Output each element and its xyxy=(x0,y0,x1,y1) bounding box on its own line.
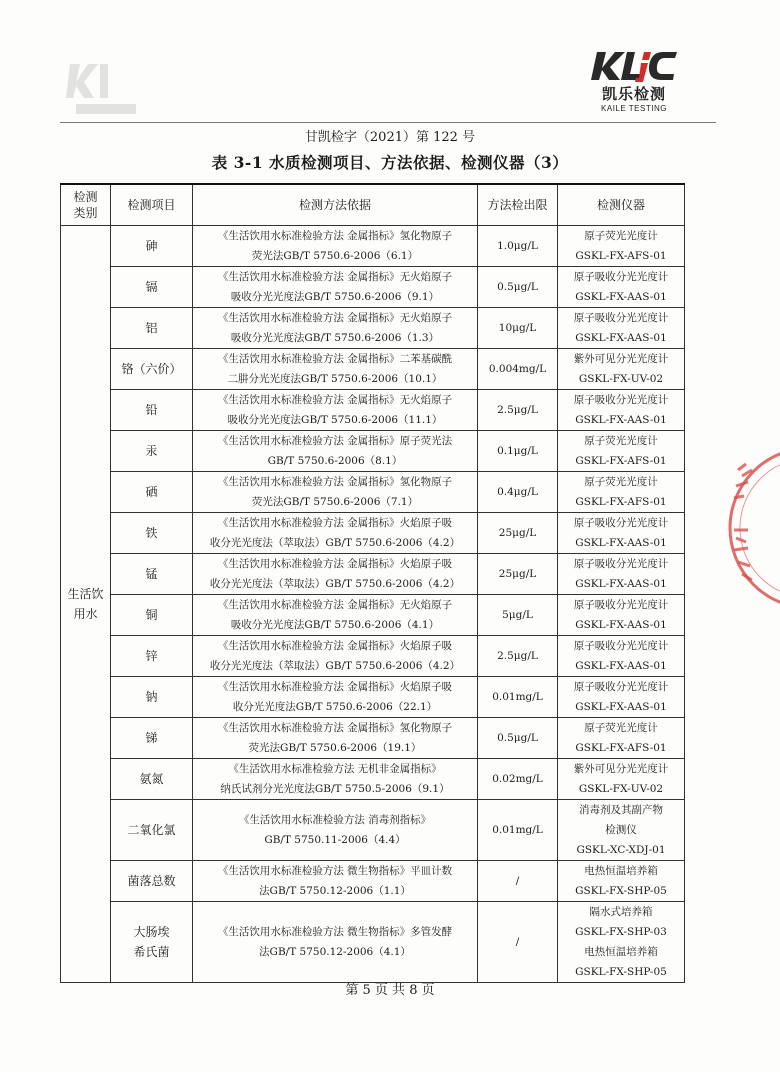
cell-instrument: 紫外可见分光光度计 GSKL-FX-UV-02 xyxy=(558,758,685,799)
cell-item: 菌落总数 xyxy=(111,860,193,901)
cell-method: 《生活饮用水标准检验方法 微生物指标》多管发酵 法GB/T 5750.12-2006（4.1） xyxy=(193,901,478,982)
cell-item: 砷 xyxy=(111,225,193,266)
cell-limit: 0.4μg/L xyxy=(478,471,558,512)
company-logo xyxy=(588,48,680,126)
cell-method: 《生活饮用水标准检验方法 金属指标》火焰原子吸 收分光光度法（萃取法）GB/T 5750.6-2006（4.2） xyxy=(193,553,478,594)
cell-item: 铝 xyxy=(111,307,193,348)
red-seal-stamp xyxy=(718,440,780,610)
table-row xyxy=(61,799,685,860)
cell-instrument: 电热恒温培养箱 GSKL-FX-SHP-05 xyxy=(558,860,685,901)
table-row xyxy=(61,512,685,553)
logo-english-name: KAILE TESTING xyxy=(601,104,667,113)
cell-instrument: 隔水式培养箱 GSKL-FX-SHP-03 电热恒温培养箱 GSKL-FX-SHP-05 xyxy=(558,901,685,982)
cell-item: 锰 xyxy=(111,553,193,594)
cell-method: 《生活饮用水标准检验方法 金属指标》无火焰原子 吸收分光光度法GB/T 5750.6-2006（11.1） xyxy=(193,389,478,430)
cell-limit: 0.004mg/L xyxy=(478,348,558,389)
cell-instrument: 原子荧光光度计 GSKL-FX-AFS-01 xyxy=(558,225,685,266)
cell-instrument: 原子吸收分光光度计 GSKL-FX-AAS-01 xyxy=(558,512,685,553)
cell-instrument: 原子吸收分光光度计 GSKL-FX-AAS-01 xyxy=(558,266,685,307)
cell-limit: 25μg/L xyxy=(478,553,558,594)
table-body xyxy=(61,225,685,982)
header-limit: 方法检出限 xyxy=(478,184,558,225)
cell-limit: 0.5μg/L xyxy=(478,717,558,758)
cell-instrument: 原子吸收分光光度计 GSKL-FX-AAS-01 xyxy=(558,676,685,717)
cell-item: 大肠埃 希氏菌 xyxy=(111,901,193,982)
cell-instrument: 原子吸收分光光度计 GSKL-FX-AAS-01 xyxy=(558,553,685,594)
table-row xyxy=(61,430,685,471)
cell-item: 钠 xyxy=(111,676,193,717)
table-row xyxy=(61,758,685,799)
page-footer: 第 5 页 共 8 页 xyxy=(345,983,435,998)
report-number: 甘凯检字（2021）第 122 号 xyxy=(304,130,476,145)
cell-instrument: 紫外可见分光光度计 GSKL-FX-UV-02 xyxy=(558,348,685,389)
cell-limit: 0.5μg/L xyxy=(478,266,558,307)
header-instrument: 检测仪器 xyxy=(558,184,685,225)
cell-item: 锌 xyxy=(111,635,193,676)
table-row xyxy=(61,676,685,717)
table-row xyxy=(61,553,685,594)
cell-method: 《生活饮用水标准检验方法 金属指标》原子荧光法 GB/T 5750.6-2006（8.1） xyxy=(193,430,478,471)
cell-instrument: 消毒剂及其副产物 检测仪 GSKL-XC-XDJ-01 xyxy=(558,799,685,860)
cell-instrument: 原子荧光光度计 GSKL-FX-AFS-01 xyxy=(558,717,685,758)
cell-item: 氨氮 xyxy=(111,758,193,799)
cell-method: 《生活饮用水标准检验方法 消毒剂指标》 GB/T 5750.11-2006（4.4） xyxy=(193,799,478,860)
cell-instrument: 原子荧光光度计 GSKL-FX-AFS-01 xyxy=(558,430,685,471)
table-row xyxy=(61,901,685,982)
table-row xyxy=(61,635,685,676)
table-row xyxy=(61,471,685,512)
cell-method: 《生活饮用水标准检验方法 金属指标》二苯基碳酰 二肼分光光度法GB/T 5750.6-2006（10.1） xyxy=(193,348,478,389)
cell-limit: / xyxy=(478,860,558,901)
cell-method: 《生活饮用水标准检验方法 金属指标》火焰原子吸 收分光光度法GB/T 5750.6-2006（22.1） xyxy=(193,676,478,717)
ghost-logo-watermark xyxy=(66,58,146,118)
cell-method: 《生活饮用水标准检验方法 微生物指标》平皿计数 法GB/T 5750.12-2006（1.1） xyxy=(193,860,478,901)
table-row xyxy=(61,717,685,758)
cell-limit: 5μg/L xyxy=(478,594,558,635)
cell-item: 二氧化氯 xyxy=(111,799,193,860)
table-row xyxy=(61,348,685,389)
table-row xyxy=(61,389,685,430)
cell-instrument: 原子吸收分光光度计 GSKL-FX-AAS-01 xyxy=(558,594,685,635)
cell-method: 《生活饮用水标准检验方法 金属指标》无火焰原子 吸收分光光度法GB/T 5750.6-2006（4.1） xyxy=(193,594,478,635)
cell-item: 锑 xyxy=(111,717,193,758)
cell-item: 汞 xyxy=(111,430,193,471)
table-row xyxy=(61,266,685,307)
kljc-logo-icon xyxy=(591,48,677,82)
table-title: 表 3-1 水质检测项目、方法依据、检测仪器（3） xyxy=(211,153,569,172)
cell-item: 铁 xyxy=(111,512,193,553)
cell-category: 生活饮 用水 xyxy=(61,225,111,982)
logo-chinese-name: 凯乐检测 xyxy=(601,85,666,103)
table-row xyxy=(61,860,685,901)
table-row xyxy=(61,594,685,635)
cell-limit: / xyxy=(478,901,558,982)
cell-limit: 10μg/L xyxy=(478,307,558,348)
cell-method: 《生活饮用水标准检验方法 金属指标》火焰原子吸 收分光光度法（萃取法）GB/T 5750.6-2006（4.2） xyxy=(193,635,478,676)
header-method: 检测方法依据 xyxy=(193,184,478,225)
cell-limit: 0.01mg/L xyxy=(478,676,558,717)
header-item: 检测项目 xyxy=(111,184,193,225)
cell-instrument: 原子吸收分光光度计 GSKL-FX-AAS-01 xyxy=(558,307,685,348)
cell-limit: 0.01mg/L xyxy=(478,799,558,860)
cell-method: 《生活饮用水标准检验方法 无机非金属指标》 纳氏试剂分光光度法GB/T 5750.5-2006（9.1） xyxy=(193,758,478,799)
cell-item: 铅 xyxy=(111,389,193,430)
cell-item: 硒 xyxy=(111,471,193,512)
cell-instrument: 原子吸收分光光度计 GSKL-FX-AAS-01 xyxy=(558,635,685,676)
header-category: 检测 类别 xyxy=(61,184,111,225)
table-row xyxy=(61,225,685,266)
cell-limit: 2.5μg/L xyxy=(478,389,558,430)
cell-method: 《生活饮用水标准检验方法 金属指标》氢化物原子 荧光法GB/T 5750.6-2006（19.1） xyxy=(193,717,478,758)
header-divider xyxy=(60,122,716,123)
cell-limit: 25μg/L xyxy=(478,512,558,553)
table-header-row xyxy=(61,184,685,225)
cell-method: 《生活饮用水标准检验方法 金属指标》无火焰原子 吸收分光光度法GB/T 5750.6-2006（9.1） xyxy=(193,266,478,307)
cell-item: 铬（六价） xyxy=(111,348,193,389)
test-methods-table xyxy=(60,183,685,983)
cell-method: 《生活饮用水标准检验方法 金属指标》氢化物原子 荧光法GB/T 5750.6-2006（6.1） xyxy=(193,225,478,266)
cell-limit: 1.0μg/L xyxy=(478,225,558,266)
cell-method: 《生活饮用水标准检验方法 金属指标》氢化物原子 荧光法GB/T 5750.6-2006（7.1） xyxy=(193,471,478,512)
cell-limit: 0.1μg/L xyxy=(478,430,558,471)
table-row xyxy=(61,307,685,348)
cell-method: 《生活饮用水标准检验方法 金属指标》火焰原子吸 收分光光度法（萃取法）GB/T 5750.6-2006（4.2） xyxy=(193,512,478,553)
cell-item: 铜 xyxy=(111,594,193,635)
cell-instrument: 原子吸收分光光度计 GSKL-FX-AAS-01 xyxy=(558,389,685,430)
cell-limit: 0.02mg/L xyxy=(478,758,558,799)
cell-method: 《生活饮用水标准检验方法 金属指标》无火焰原子 吸收分光光度法GB/T 5750.6-2006（1.3） xyxy=(193,307,478,348)
cell-instrument: 原子荧光光度计 GSKL-FX-AFS-01 xyxy=(558,471,685,512)
cell-limit: 2.5μg/L xyxy=(478,635,558,676)
cell-item: 镉 xyxy=(111,266,193,307)
